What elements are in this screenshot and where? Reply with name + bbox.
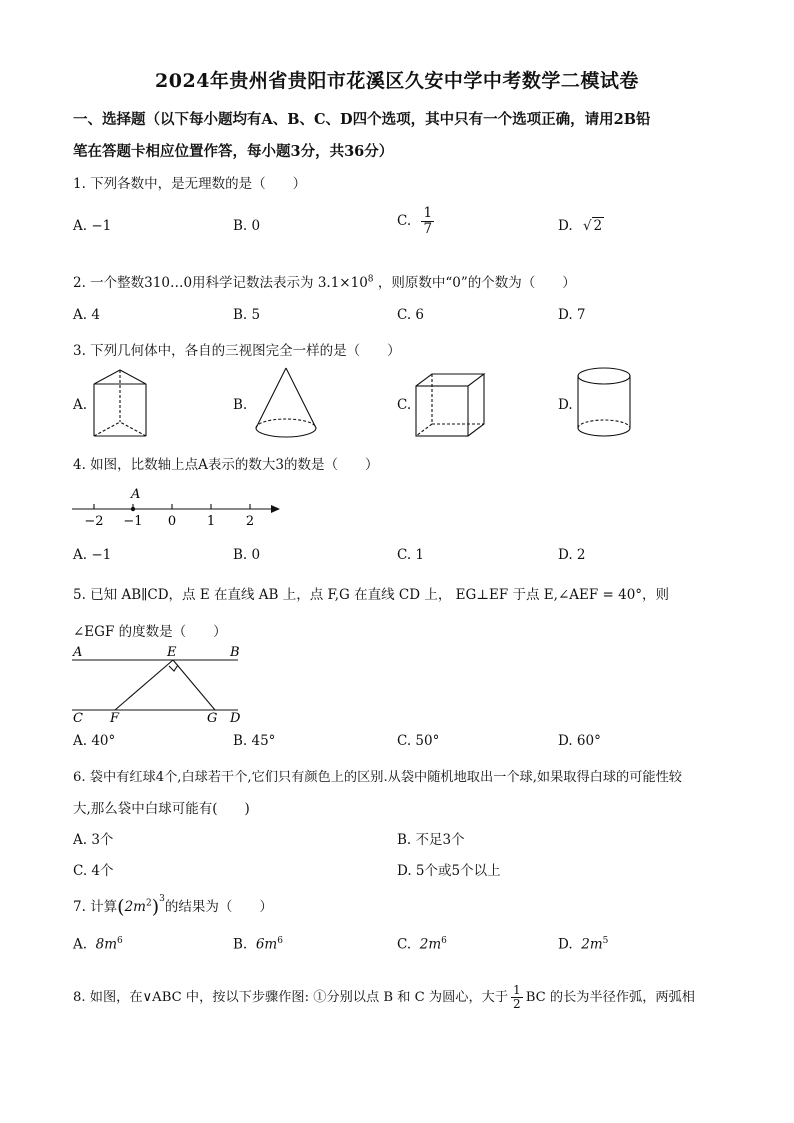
q8-stem-pre: 8. 如图，在∨ABC 中，按以下步骤作图: ①分别以点 B 和 C 为圆心，大于 (73, 990, 509, 1006)
q7-option-d-exponent: 5 (602, 936, 609, 946)
q7-option-b (233, 936, 283, 953)
label-e: E (167, 645, 177, 660)
q1-fraction-denominator: 7 (423, 220, 433, 237)
q1-option-a: A. −1 (73, 218, 112, 234)
point-a-marker (131, 507, 135, 511)
q7-option-a-base: 8m (95, 936, 118, 953)
q7-option-c (397, 936, 447, 953)
q7-stem-post: 的结果为（ ） (164, 899, 273, 915)
q1-option-d-label: D. (558, 218, 573, 234)
section-heading-line1: 一、选择题（以下每小题均有A、B、C、D四个选项，其中只有一个选项正确，请用2B铅 (73, 111, 651, 128)
page-title: 2024年贵州省贵阳市花溪区久安中学中考数学二模试卷 (155, 70, 639, 92)
section-heading-line2: 笔在答题卡相应位置作答，每小题3分，共36分） (73, 143, 394, 160)
q7-option-b-base: 6m (255, 936, 278, 953)
q3-option-c: C. (397, 397, 412, 413)
q4-option-b: B. 0 (233, 547, 261, 563)
q5-stem-line2: ∠EGF 的度数是（ ） (73, 624, 227, 640)
cone-figure (253, 366, 323, 442)
parallel-lines-figure (70, 644, 250, 726)
q7-inner-exponent: 2 (145, 898, 152, 909)
number-line-tick-label: 2 (245, 514, 255, 529)
q6-option-d: D. 5个或5个以上 (397, 863, 501, 879)
number-line-tick-label: −2 (84, 514, 104, 529)
q2-sci-notation: 3.1×10 (317, 275, 368, 291)
q4-stem: 4. 如图，比数轴上点A表示的数大3的数是（ ） (73, 457, 379, 473)
label-a: A (73, 645, 83, 660)
point-a-label: A (131, 487, 141, 502)
q3-option-b: B. (233, 397, 248, 413)
number-line-figure (70, 484, 285, 530)
q7-base: 2m (124, 899, 146, 915)
q1-option-b: B. 0 (233, 218, 261, 234)
q5-option-a: A. 40° (73, 733, 116, 749)
label-b: B (230, 645, 240, 660)
left-paren-icon: ( (117, 896, 125, 918)
q6-stem-line2: 大,那么袋中白球可能有( ) (73, 801, 250, 817)
q7-outer-exponent: 3 (159, 894, 165, 904)
label-c: C (73, 711, 83, 726)
q7-stem (73, 894, 273, 918)
q1-stem: 1. 下列各数中，是无理数的是（ ） (73, 176, 307, 192)
right-angle-mark (169, 665, 178, 671)
q2-option-b: B. 5 (233, 307, 261, 323)
q2-stem-post: ，则原数中“0”的个数为（ ） (377, 275, 576, 291)
q5-stem-line1: 5. 已知 AB∥CD，点 E 在直线 AB 上，点 F,G 在直线 CD 上， EG⊥EF 于点 E,∠AEF = 40°，则 (73, 587, 670, 603)
cylinder-figure (576, 366, 636, 440)
q8-stem (73, 984, 695, 1011)
q7-option-a-exponent: 6 (117, 936, 123, 946)
q4-option-c: C. 1 (397, 547, 425, 563)
q1-option-c (397, 206, 434, 237)
label-d: D (230, 711, 241, 726)
q7-option-d-base: 2m (581, 936, 603, 953)
q7-option-c-exponent: 6 (441, 936, 447, 946)
sqrt-sign-icon: √ (582, 218, 592, 234)
q7-option-a (73, 936, 123, 953)
q5-option-c: C. 50° (397, 733, 440, 749)
q6-option-c: C. 4个 (73, 863, 114, 879)
q2-sci-exponent: 8 (367, 274, 374, 285)
q7-option-c-base: 2m (419, 936, 442, 953)
number-line-tick-label: 0 (167, 514, 177, 529)
q7-option-d (558, 936, 608, 953)
triangular-prism-figure (88, 368, 158, 440)
q8-fraction (511, 984, 523, 1011)
q8-fraction-denominator: 2 (513, 997, 521, 1012)
q8-stem-post: BC 的长为半径作弧，两弧相 (525, 990, 695, 1006)
q1-fraction (421, 206, 434, 237)
segment-ef (115, 660, 173, 710)
segment-eg (173, 660, 215, 710)
q2-stem (73, 271, 576, 291)
q6-option-b: B. 不足3个 (397, 832, 465, 848)
q5-option-b: B. 45° (233, 733, 276, 749)
q2-option-a: A. 4 (73, 307, 100, 323)
q7-option-b-label: B. (233, 936, 248, 953)
number-line-tick-label: 1 (206, 514, 216, 529)
arrow-right-icon (271, 505, 280, 513)
q3-stem: 3. 下列几何体中，各自的三视图完全一样的是（ ） (73, 343, 401, 359)
q1-radicand: 2 (593, 218, 603, 234)
q3-option-a: A. (73, 397, 88, 413)
q2-stem-pre: 2. 一个整数310…0用科学记数法表示为 (73, 275, 314, 291)
q1-fraction-numerator: 1 (423, 205, 433, 221)
q7-option-b-exponent: 6 (277, 936, 283, 946)
cube-figure (414, 372, 488, 440)
q7-option-d-label: D. (558, 936, 573, 953)
q1-option-c-label: C. (397, 212, 412, 229)
q6-option-a: A. 3个 (73, 832, 114, 848)
right-paren-icon: ) (151, 896, 160, 918)
number-line-tick-label: −1 (123, 514, 143, 529)
q2-option-c: C. 6 (397, 307, 425, 323)
q4-option-a: A. −1 (73, 547, 112, 563)
q4-option-d: D. 2 (558, 547, 586, 563)
q8-fraction-numerator: 1 (513, 983, 521, 997)
q3-option-d: D. (558, 397, 573, 413)
q7-stem-pre: 7. 计算 (73, 899, 118, 915)
label-f: F (110, 711, 120, 726)
q1-option-d (558, 218, 604, 234)
q5-option-d: D. 60° (558, 733, 601, 749)
label-g: G (207, 711, 218, 726)
q7-option-c-label: C. (397, 936, 412, 953)
q6-stem-line1: 6. 袋中有红球4个,白球若干个,它们只有颜色上的区别.从袋中随机地取出一个球,如果取得白球的可能性较 (73, 770, 682, 785)
q2-option-d: D. 7 (558, 307, 586, 323)
q7-option-a-label: A. (73, 936, 88, 953)
